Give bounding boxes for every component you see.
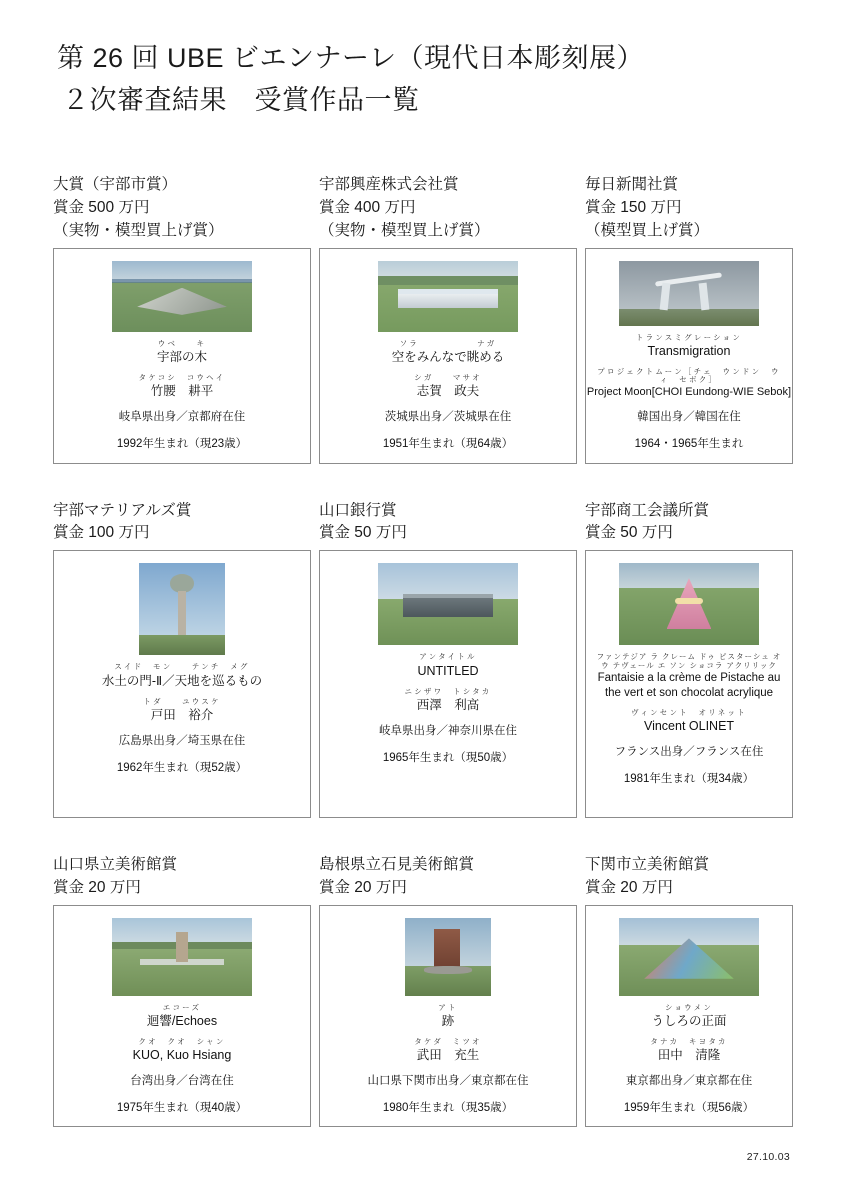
award-item — [585, 174, 793, 464]
title-line-2: ２次審査結果 受賞作品一覧 — [62, 84, 420, 115]
work-title: 宇部の木 — [156, 350, 207, 365]
award-item — [53, 500, 311, 819]
artist-ruby: ヴィンセント オリネット — [631, 707, 747, 717]
award-heading — [53, 174, 311, 243]
prize-amount: 賞金 150 万円 — [585, 198, 682, 216]
artist-ruby: シガ マサオ — [414, 373, 482, 383]
work-title: UNTITLED — [417, 663, 479, 678]
artist-name: KUO, Kuo Hsiang — [132, 1048, 232, 1063]
artist-ruby: プロジェクトムーン［チェ ウンドン ウィ セボク］ — [597, 366, 781, 385]
artwork-photo — [378, 563, 518, 645]
prize-amount: 賞金 20 万円 — [53, 879, 141, 897]
artist-origin: 台湾出身／台湾在住 — [130, 1075, 234, 1088]
work-title-ruby: エコーズ — [162, 1002, 202, 1012]
row-spacer — [53, 464, 311, 500]
work-title: 水土の門-Ⅱ／天地を巡るもの — [101, 673, 263, 688]
award-card — [585, 248, 793, 464]
artwork-photo — [619, 563, 759, 645]
work-title: 空をみんなで眺める — [391, 350, 505, 365]
artist-ruby: ニシザワ トシタカ — [404, 686, 492, 696]
award-heading — [585, 174, 793, 243]
award-card — [319, 248, 577, 464]
title-line-1: 第 26 回 UBE ビエンナーレ（現代日本彫刻展） — [57, 43, 645, 73]
artist-origin: 東京都出身／東京都在住 — [625, 1075, 753, 1088]
artist-birth: 1959年生まれ（現56歳） — [623, 1102, 755, 1115]
row-spacer — [585, 818, 793, 854]
work-title: うしろの正面 — [651, 1014, 727, 1029]
work-title-ruby: ショウメン — [664, 1002, 714, 1012]
award-item — [53, 854, 311, 1127]
award-card — [585, 905, 793, 1127]
award-item — [319, 854, 577, 1127]
artist-origin: 岐阜県出身／神奈川県在住 — [379, 724, 517, 737]
artist-birth: 1962年生まれ（現52歳） — [116, 761, 248, 774]
work-title-ruby: スイド モン テンチ メグ — [114, 662, 250, 672]
artist-birth: 1981年生まれ（現34歳） — [623, 772, 755, 785]
award-card — [53, 248, 311, 464]
artist-name: 田中 清隆 — [657, 1048, 721, 1063]
prize-amount: 賞金 500 万円 — [53, 198, 150, 216]
footer-date: 27.10.03 — [746, 1151, 790, 1163]
award-item — [319, 500, 577, 819]
work-title-ruby: アンタイトル — [419, 652, 477, 662]
prize-note: （実物・模型買上げ賞） — [319, 221, 490, 239]
artwork-photo — [378, 261, 518, 333]
row-spacer — [319, 818, 577, 854]
work-title-ruby: ウベ キ — [157, 339, 207, 349]
artwork-photo — [619, 918, 759, 996]
award-item — [585, 500, 793, 819]
award-heading — [319, 854, 577, 900]
artist-ruby: タナカ キヨタカ — [650, 1036, 728, 1046]
artist-name: 志賀 政夫 — [416, 384, 480, 399]
award-card — [319, 905, 577, 1127]
award-heading — [319, 174, 577, 243]
artist-ruby: タケダ ミツオ — [414, 1036, 482, 1046]
row-spacer — [319, 464, 577, 500]
work-title: 迴響/Echoes — [146, 1014, 218, 1029]
artist-name: 戸田 裕介 — [150, 707, 214, 722]
work-title: 跡 — [441, 1014, 455, 1029]
awards-grid — [50, 174, 792, 1128]
award-heading — [53, 500, 311, 546]
artist-ruby: クオ クオ シャン — [138, 1036, 226, 1046]
prize-name: 山口県立美術館賞 — [53, 856, 178, 874]
work-title: Transmigration — [647, 344, 731, 359]
artwork-photo — [112, 918, 252, 996]
artist-ruby: トダ ユウスケ — [143, 696, 221, 706]
artist-name: 西澤 利高 — [416, 697, 480, 712]
award-heading — [319, 500, 577, 546]
work-title-ruby: ソラ ナガ — [399, 339, 497, 349]
row-spacer — [53, 818, 311, 854]
award-card — [53, 550, 311, 818]
prize-amount: 賞金 20 万円 — [319, 879, 407, 897]
award-card — [319, 550, 577, 818]
artist-origin: 山口県下関市出身／東京都在住 — [367, 1075, 529, 1088]
artwork-photo — [139, 563, 225, 655]
document-title — [57, 38, 792, 122]
prize-name: 大賞（宇部市賞） — [53, 175, 178, 193]
artist-origin: 韓国出身／韓国在住 — [637, 411, 741, 424]
artist-name: Project Moon[CHOI Eundong-WIE Sebok] — [586, 386, 792, 399]
artist-birth: 1951年生まれ（現64歳） — [382, 438, 514, 451]
prize-name: 毎日新聞社賞 — [585, 175, 679, 193]
artist-birth: 1980年生まれ（現35歳） — [382, 1102, 514, 1115]
artist-birth: 1975年生まれ（現40歳） — [116, 1102, 248, 1115]
prize-name: 山口銀行賞 — [319, 501, 397, 519]
work-title: Fantaisie a la crème de Pistache au the vert et son chocolat acrylique — [597, 671, 781, 699]
row-spacer — [585, 464, 793, 500]
artist-origin: フランス出身／フランス在住 — [614, 745, 764, 758]
award-heading — [585, 854, 793, 900]
prize-name: 宇部マテリアルズ賞 — [53, 501, 192, 519]
artist-origin: 岐阜県出身／京都府在住 — [118, 411, 246, 424]
prize-amount: 賞金 400 万円 — [319, 198, 416, 216]
artist-birth: 1964・1965年生まれ — [634, 438, 744, 451]
award-card — [53, 905, 311, 1127]
prize-name: 宇部興産株式会社賞 — [319, 175, 459, 193]
prize-amount: 賞金 50 万円 — [585, 524, 673, 542]
work-title-ruby: ファンテジア ラ クレーム ドゥ ピスターシュ オウ テヴェール エ ソン ショコラ アクリリック — [596, 652, 782, 670]
award-heading — [53, 854, 311, 900]
artist-name: Vincent OLINET — [643, 719, 735, 733]
artwork-photo — [619, 261, 759, 326]
artist-name: 武田 充生 — [416, 1048, 480, 1063]
award-item — [585, 854, 793, 1127]
prize-name: 宇部商工会議所賞 — [585, 501, 710, 519]
artist-birth: 1992年生まれ（現23歳） — [116, 438, 248, 451]
award-item — [319, 174, 577, 464]
artist-origin: 茨城県出身／茨城県在住 — [384, 411, 512, 424]
award-item — [53, 174, 311, 464]
prize-amount: 賞金 100 万円 — [53, 524, 150, 542]
prize-amount: 賞金 20 万円 — [585, 879, 673, 897]
prize-amount: 賞金 50 万円 — [319, 524, 407, 542]
prize-note: （実物・模型買上げ賞） — [53, 221, 224, 239]
artist-origin: 広島県出身／埼玉県在住 — [118, 734, 246, 747]
award-card — [585, 550, 793, 818]
prize-note: （模型買上げ賞） — [585, 221, 710, 239]
award-heading — [585, 500, 793, 546]
work-title-ruby: アト — [438, 1002, 458, 1012]
work-title-ruby: トランスミグレーション — [635, 332, 743, 342]
artwork-photo — [112, 261, 252, 333]
prize-name: 島根県立石見美術館賞 — [319, 856, 475, 874]
artist-birth: 1965年生まれ（現50歳） — [382, 751, 514, 764]
artist-name: 竹腰 耕平 — [150, 384, 214, 399]
artwork-photo — [405, 918, 491, 996]
artist-ruby: タケコシ コウヘイ — [138, 373, 226, 383]
prize-name: 下関市立美術館賞 — [585, 856, 710, 874]
